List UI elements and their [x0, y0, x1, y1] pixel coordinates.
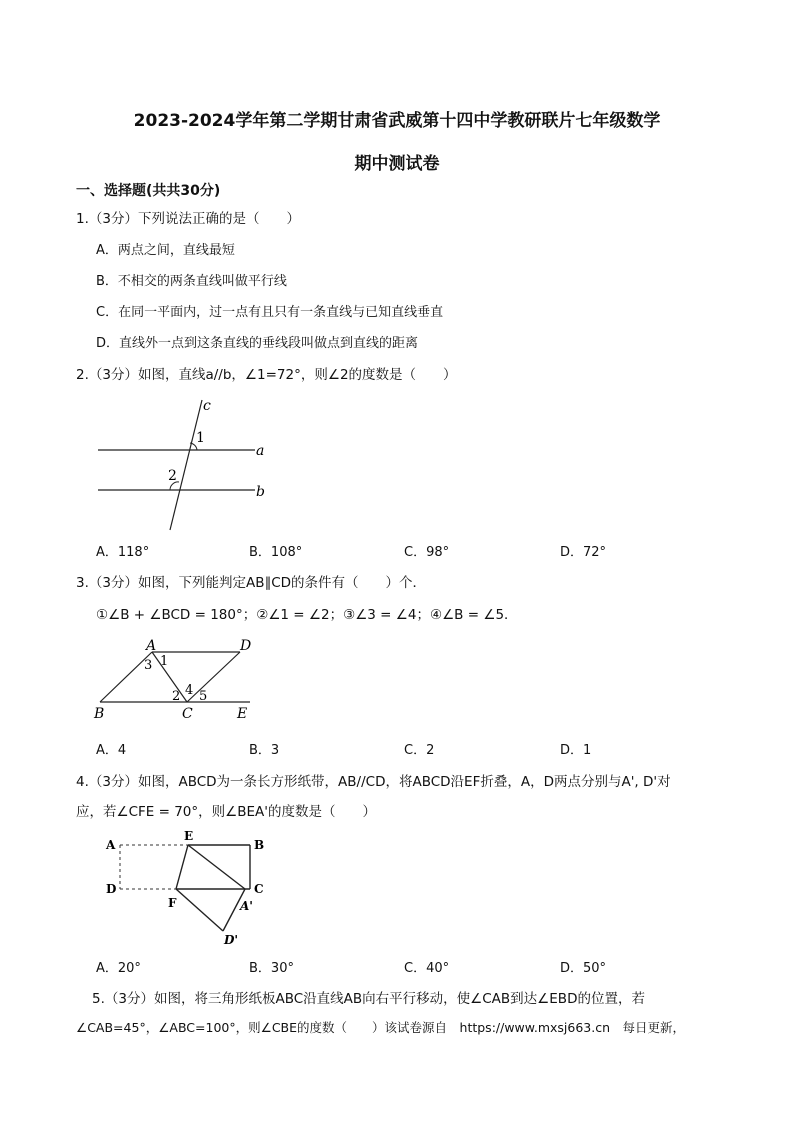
- segment-ac: [152, 652, 187, 702]
- label-d: D: [240, 638, 252, 654]
- question-1-option-d: D．直线外一点到这条直线的垂线段叫做点到直线的距离: [96, 336, 419, 351]
- segment-dc: [187, 652, 240, 702]
- label-a: A: [146, 638, 157, 654]
- label-3: 3: [144, 658, 153, 673]
- line-c: [170, 400, 202, 530]
- label-5: 5: [199, 689, 208, 704]
- question-2-option-c: C．98°: [404, 545, 450, 560]
- label-c: C: [254, 882, 264, 896]
- label-b: B: [254, 838, 265, 852]
- label-d-prime: D': [224, 933, 239, 947]
- question-4-option-b: B．30°: [249, 961, 294, 976]
- question-3-conditions: ①∠B + ∠BCD = 180°；②∠1 = ∠2；③∠3 = ∠4；④∠B = ∠5．: [96, 607, 518, 623]
- segment-fd: [176, 889, 223, 931]
- label-a: a: [256, 443, 265, 459]
- label-1: 1: [196, 430, 205, 446]
- question-5-line2: ∠CAB=45°，∠ABC=100°，则∠CBE的度数（ ）该试卷源自 https://www.mxsj663.cn 每日更新，: [76, 1020, 686, 1035]
- question-4-option-a: A．20°: [96, 961, 141, 976]
- question-5-line1: 5.（3分）如图，将三角形纸板ABC沿直线AB向右平行移动，使∠CAB到达∠EBD的位置，若: [92, 991, 645, 1007]
- question-2-stem: 2.（3分）如图，直线a//b，∠1=72°，则∠2的度数是（ ）: [76, 367, 457, 383]
- label-c: C: [182, 706, 193, 722]
- question-1-option-b: B．不相交的两条直线叫做平行线: [96, 274, 287, 289]
- question-1-stem: 1.（3分）下列说法正确的是（ ）: [76, 211, 300, 227]
- question-2-figure: [90, 392, 280, 534]
- label-4: 4: [185, 683, 194, 698]
- question-3-figure: [88, 634, 258, 722]
- question-4-option-d: D．50°: [560, 961, 607, 976]
- label-1: 1: [160, 654, 169, 669]
- label-d: D: [106, 882, 117, 896]
- question-2-option-a: A．118°: [96, 545, 150, 560]
- label-b: B: [94, 706, 105, 722]
- question-1-option-a: A．两点之间，直线最短: [96, 243, 235, 258]
- question-2-option-b: B．108°: [249, 545, 303, 560]
- question-3-option-c: C．2: [404, 743, 435, 758]
- label-f: F: [168, 896, 177, 910]
- label-2: 2: [168, 468, 177, 484]
- question-3-option-b: B．3: [249, 743, 280, 758]
- question-1-option-c: C．在同一平面内，过一点有且只有一条直线与已知直线垂直: [96, 305, 444, 320]
- section-heading: 一、选择题(共共30分): [76, 183, 221, 199]
- question-3-option-d: D．1: [560, 743, 592, 758]
- segment-ea: [188, 845, 245, 889]
- question-4-stem-line2: 应，若∠CFE = 70°，则∠BEA'的度数是（ ）: [76, 804, 376, 820]
- label-e: E: [184, 829, 194, 843]
- page-subtitle: 期中测试卷: [354, 154, 440, 174]
- label-a-prime: A': [240, 899, 253, 913]
- segment-ef: [176, 845, 188, 889]
- question-4-figure: [98, 828, 278, 948]
- question-4-option-c: C．40°: [404, 961, 450, 976]
- question-2-option-d: D．72°: [560, 545, 607, 560]
- question-4-stem-line1: 4.（3分）如图，ABCD为一条长方形纸带，AB//CD，将ABCD沿EF折叠，A，D两点分别与A', D'对: [76, 774, 671, 790]
- label-c: c: [203, 398, 211, 414]
- label-e: E: [237, 706, 248, 722]
- label-a: A: [106, 838, 116, 852]
- question-3-stem: 3.（3分）如图，下列能判定AB∥CD的条件有（ ）个．: [76, 575, 427, 591]
- label-b: b: [256, 484, 265, 500]
- question-3-option-a: A．4: [96, 743, 127, 758]
- page-title: 2023-2024学年第二学期甘肃省武威第十四中学教研联片七年级数学: [133, 111, 661, 131]
- label-2: 2: [172, 689, 181, 704]
